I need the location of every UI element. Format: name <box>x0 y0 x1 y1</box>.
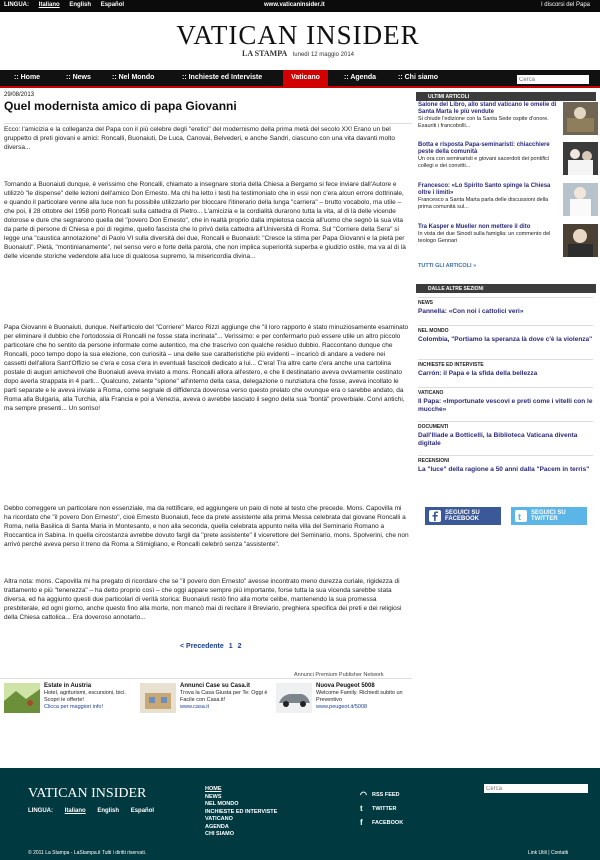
footer-link-chi-siamo[interactable]: CHI SIAMO <box>205 831 235 837</box>
footer-utility-links[interactable]: Link Utili | Contatti <box>528 850 569 856</box>
latest-article-thumbnail[interactable] <box>563 183 598 216</box>
article-header <box>4 92 412 124</box>
latest-article-text: Si chiude l'edizione con la Santa Sede ospite d'onore. Esauriti i francobolli... <box>418 116 549 129</box>
section-link[interactable]: Il Papa: «Importunate vescovi e preti come i vitelli con le mucche» <box>418 398 593 413</box>
footer-logo[interactable]: VATICAN INSIDER <box>28 786 147 801</box>
article-paragraph-5: Altra nota: mons. Capovilla mi ha pregato di ricordare che se "il povero don Ernesto" avesse incontrato meno durezza curiale, rigidezza di trattamento e più "tenerezza" – ha detto proprio così – che oggi appare sempre più importante, forse tutta la sua vicenda sarebbe stata diversa, ed ha aggiunto questi due particolari di verità storica: Buonaiuti restò fino alla morte celibe, mantenendo la sua promessa presbiterale, ed ogni giorno, anche questo fino alla morte, non mancò mai di recitare il Breviario, preghiera specifica dei preti e dei religiosi della Chiesa cattolica... Era doveroso annotarlo... <box>4 578 402 621</box>
pagination <box>180 643 245 650</box>
copyright: © 2011 La Stampa - LaStampa.it Tutti i diritti riservati. <box>28 850 147 856</box>
footer-language-selector <box>28 808 164 814</box>
language-espanol[interactable]: Español <box>100 2 125 8</box>
rss-label: RSS FEED <box>372 792 400 798</box>
section-link[interactable]: Pannella: «Con noi i cattolici veri» <box>418 308 524 315</box>
article-paragraph-4: Debbo correggere un particolare non essenziale, ma da rettificare, ed aggiungere un paio di note al testo che precede. Mons. Capovilla mi ha ricordato che "il povero Don Ernesto", cioè Ernesto Buonaiuti, fece da prete assistente alla prima Messa celebrata dal giovane Roncalli a Roma, nella Basilica di Santa Maria in Montesanto, e non alla seconda, quella celebrata appunto nella villa del Seminario Romano a Roccantica in Sabina. In quella circostanza avrebbe dovuto fargli da "prete assistente" il vicerettore del Seminario, mons. Spolverini, che non arrivò perché aveva perso il treno da Roma a Stimigliano, e Roncalli celebrò senza "assistente". <box>4 505 409 548</box>
section-link[interactable]: Carrón: il Papa e la sfida della bellezza <box>418 370 538 377</box>
nav-nel-mondo[interactable]: :: Nel Mondo <box>112 74 155 81</box>
latest-article-text: In vista dei due Sinodi sulla famiglia: un commento del teologo Gennari <box>418 231 551 244</box>
ad-text: Hotel, agriturismi, escursioni, bici. Scopri le offerte! <box>44 690 126 703</box>
language-italiano[interactable]: Italiano <box>38 2 60 8</box>
latest-article-item[interactable] <box>418 224 560 245</box>
section-vaticano <box>418 387 593 414</box>
footer-link-agenda[interactable]: AGENDA <box>205 823 229 830</box>
latest-article-thumbnail[interactable] <box>563 142 598 175</box>
all-articles-link[interactable]: TUTTI GLI ARTICOLI » <box>418 263 477 269</box>
nav-agenda[interactable]: :: Agenda <box>344 74 377 81</box>
footer <box>0 768 600 860</box>
footer-links <box>205 786 277 839</box>
latest-article-title[interactable]: Tra Kasper e Mueller non mettere il dito <box>418 224 531 230</box>
section-news <box>418 297 593 316</box>
ad-text: Welcome Family. Richiedi subito un Preventivo <box>316 690 403 703</box>
top-bar <box>0 0 600 12</box>
other-sections-header: DALLE ALTRE SEZIONI <box>416 284 596 293</box>
twitter-icon: t <box>360 804 363 813</box>
facebook-icon <box>429 510 441 522</box>
twitter-follow-button[interactable] <box>511 507 587 525</box>
ad-title: Estate in Austria <box>44 683 92 689</box>
latest-article-text: Francesco a Santa Marta parla delle discussioni della prima comunità sul... <box>418 197 549 210</box>
nav-home[interactable]: :: Home <box>14 74 41 81</box>
ad-title: Nuova Peugeot 5008 <box>316 683 375 689</box>
car-thumbnail <box>276 683 312 713</box>
ad-link[interactable]: Clicca per maggiori info! <box>44 704 103 710</box>
latest-article-thumbnail[interactable] <box>563 102 598 135</box>
discorsi-papa-link[interactable]: I discorsi del Papa <box>540 2 590 8</box>
language-english[interactable]: English <box>69 2 92 8</box>
article-date: 29/08/2013 <box>4 92 35 98</box>
rss-icon: ◠ <box>360 790 367 799</box>
header-date: lunedì 12 maggio 2014 <box>292 52 354 58</box>
section-name: NEWS <box>418 300 433 306</box>
partner-name: LA STAMPA <box>242 49 288 58</box>
ad-title: Annunci Case su Casa.it <box>180 683 251 689</box>
page-2-link[interactable]: 2 <box>237 643 242 650</box>
section-nel-mondo <box>418 325 593 344</box>
facebook-follow-button[interactable] <box>425 507 501 525</box>
latest-article-thumbnail[interactable] <box>563 224 598 257</box>
language-label: LINGUA: <box>4 2 29 8</box>
footer-link-inchieste[interactable]: INCHIESTE ED INTERVISTE <box>205 808 278 815</box>
prev-page-link[interactable]: < Precedente <box>180 643 224 650</box>
twitter-label: TWITTER <box>372 806 397 812</box>
article-paragraph-2: Tornando a Buonaiuti dunque, è verissimo che Roncalli, chiamato a insegnare storia della Chiesa a Bergamo si fece inviare dall'Autore e utilizzò "le dispense" delle lezioni dell'amico Don Ernesto. Ma chi ha letto i testi ha testimoniato che in essi non c'era alcun errore dottrinale, e quando il particolare venne alla luce non fu possibile utilizzarlo per bloccare l'itinerario della lunga "carriera" – brutto vocabolo, ma utile – che poi, il 28 ottobre del 1958 portò Roncalli sulla cattedra di Pietro... L'amicizia e la cordialità durarono tutta la vita, al di là delle vicende dolorose e dure che segnarono quella del "povero Don Ernesto", che in realtà proprio dalla impietosa caccia all'uomo che segnò la sua vita da parte di persone di Chiesa e poi di regime, quello fascista che lo privò della cattedra all'Università di Roma. Sul "Corriere della Sera" si legge una "caustica annotazione" di Paolo VI sulla diversità dei due, Roncalli e Buonaiuti: "Cresce la stima per Papa Giovanni e la pietà per Buonaiuti". Pietà, "montinianamente", nel senso vero e forte della parola, che non implica superiorità superba e giudizio ostile, ma va al di là delle vicende storiche vedendole alla luce di qualcosa supremo, la misericordia divina... <box>4 181 406 260</box>
section-link[interactable]: Dall'Iliade a Botticelli, la Biblioteca Vaticana diventa digitale <box>418 432 578 447</box>
section-link[interactable]: La "luce" della ragione a 50 anni dalla "Pacem in terris" <box>418 466 590 473</box>
ad-text: Trova la Casa Giusta per Te: Oggi è Facile con Casa.it! <box>180 690 268 703</box>
footer-twitter-link[interactable] <box>360 802 403 816</box>
latest-article-item[interactable] <box>418 183 560 211</box>
language-selector <box>4 2 132 8</box>
footer-search-input[interactable] <box>484 784 588 793</box>
svg-text:t: t <box>518 512 521 522</box>
section-name: RECENSIONI <box>418 458 450 464</box>
facebook-icon: f <box>360 818 363 827</box>
ad-link[interactable]: www.casa.it <box>180 704 210 710</box>
nav-chi-siamo[interactable]: :: Chi siamo <box>398 74 439 81</box>
twitter-icon <box>515 510 527 522</box>
article-title: Quel modernista amico di papa Giovanni <box>4 99 412 124</box>
latest-articles-header: ULTIMI ARTICOLI <box>416 92 596 101</box>
twitter-label: SEGUICI SU TWITTER <box>531 510 566 522</box>
main-nav <box>0 70 600 88</box>
site-url-link[interactable]: www.vaticaninsider.it <box>264 2 325 8</box>
section-name: NEL MONDO <box>418 328 449 334</box>
footer-rss-link[interactable] <box>360 788 403 802</box>
footer-link-vaticano[interactable]: VATICANO <box>205 816 233 822</box>
logo-text: VATICAN INSIDER <box>176 20 420 50</box>
nav-vaticano[interactable]: Vaticano <box>283 70 328 88</box>
article-paragraph-1: Ecco: l'amicizia e la colleganza del Papa con il più celebre degli "eretici" del modernismo della prima metà del secolo XX! Erano un bel gruppetto di preti giovani e amici: Roncalli, Buonaiuti, De Luca, Canovai, Belvederi, e anche Sandri, ciascuno con una vita davanti molto diversa... <box>4 126 395 151</box>
latest-article-title[interactable]: Botta e risposta Papa-seminaristi: chiacchiere peste della comunità <box>418 142 550 155</box>
latest-article-title[interactable]: Francesco: «Lo Spirito Santo spinge la Chiesa oltre i limiti» <box>418 183 551 196</box>
logo-subline <box>173 49 423 58</box>
latest-article-item[interactable] <box>418 102 560 130</box>
latest-article-text: Un ora con seminaristi e giovani sacerdoti dei pontifici collegi e dei convitti... <box>418 156 550 169</box>
section-inchieste <box>418 359 593 378</box>
nav-inchieste[interactable]: :: Inchieste ed Interviste <box>182 74 263 81</box>
ad-link[interactable]: www.peugeot.it/5008 <box>316 704 368 710</box>
austria-thumbnail <box>4 683 40 713</box>
section-name: VATICANO <box>418 390 444 396</box>
section-documenti <box>418 421 593 448</box>
footer-language-espanol[interactable]: Español <box>130 808 155 814</box>
facebook-label: FACEBOOK <box>372 820 404 826</box>
latest-article-item[interactable] <box>418 142 560 170</box>
ads-strip <box>0 678 412 726</box>
footer-language-italiano[interactable]: Italiano <box>64 808 86 814</box>
footer-link-nel-mondo[interactable]: NEL MONDO <box>205 801 239 807</box>
footer-language-english[interactable]: English <box>97 808 120 814</box>
footer-link-home[interactable]: HOME <box>205 786 222 792</box>
latest-article-title[interactable]: Salone del Libro, allo stand vaticano le omelie di Santa Marta le più vendute <box>418 102 557 115</box>
section-name: INCHIESTE ED INTERVISTE <box>418 362 484 368</box>
ads-note: Annunci Premium Publisher Network <box>294 672 384 678</box>
site-logo[interactable] <box>173 22 423 58</box>
section-recensioni <box>418 455 593 474</box>
house-thumbnail <box>140 683 176 713</box>
section-link[interactable]: Colombia, "Portiamo la speranza là dove c'è la violenza" <box>418 336 593 343</box>
search-input[interactable] <box>517 75 589 84</box>
article-paragraph-3: Papa Giovanni è Buonaiuti, dunque. Nell'articolo del "Corriere" Marco Rizzi aggiunge che "il loro rapporto è stato minuziosamente esaminato per eliminare il dubbio che l'ortodossia di Roncalli ne fosse stata incrinata"... Verissimo: e per confermarlo può essere utile un altro piccolo particolare che ho sentito da persone informate come autentico, ma che trascrivo con qualche residuo dubbio. Raccontano dunque che Roncalli, poco tempo dopo la sua elezione, con curiosità – una delle sue caratteristiche più evidenti – incaricò di andare a vedere nei cassetti dell'allora Sant'Offizio se c'era e cosa c'era in eventuali fascicoli dedicato a lui... C'era! Tra altre carte c'era anche una cartolina postale di auguri amichevoli che Buonaiuti aveva inviato a mons. Roncalli allora all'estero, e che il destinatario aveva ovviamente cestinato dopo averla strappata in 4 parti... Qualcuno, zelante "spione" all'interno della casa, delegazione o nunziatura che fosse, aveva incollato le parti separate e le aveva inviate a Roma, come segnale di diffidenza doverosa verso questo prelato che ovunque era o sarebbe andato, da Roma alla Bulgaria, alla Turchia, alla Francia e poi a Venezia, aveva o avrebbe lasciato il segno della sua "bontà" proverbiale. Corvi antichi, ma sempre presenti... Un sorriso! <box>4 324 409 412</box>
footer-facebook-link[interactable] <box>360 816 403 830</box>
page-1-link[interactable]: 1 <box>228 643 233 650</box>
footer-language-label: LINGUA: <box>28 808 53 814</box>
nav-news[interactable]: :: News <box>66 74 91 81</box>
footer-link-news[interactable]: NEWS <box>205 793 222 800</box>
footer-social <box>360 788 403 830</box>
section-name: DOCUMENTI <box>418 424 449 430</box>
facebook-label: SEGUICI SU FACEBOOK <box>445 510 480 522</box>
